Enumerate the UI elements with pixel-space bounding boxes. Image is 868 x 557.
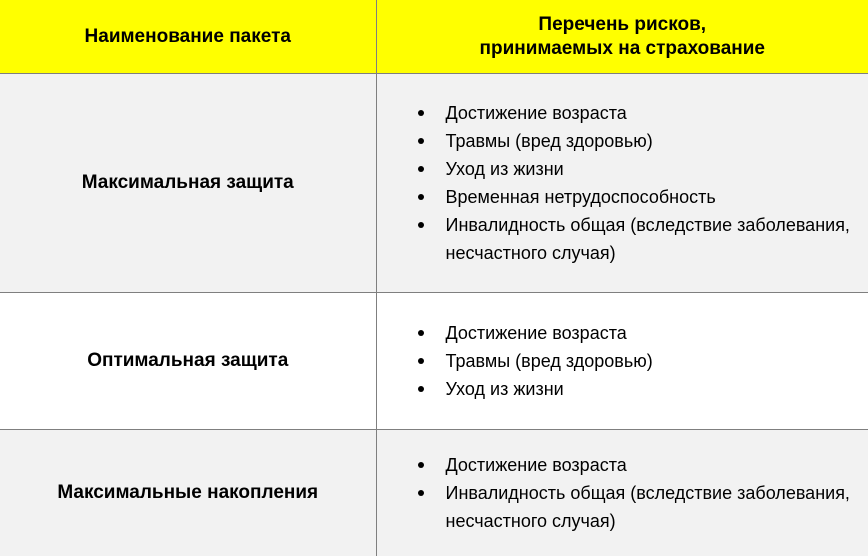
risk-list xyxy=(377,451,868,535)
package-name-header xyxy=(0,0,376,74)
risk-list xyxy=(377,99,868,267)
table-row xyxy=(0,293,868,430)
risk-list xyxy=(377,319,868,403)
risk-item: Временная нетрудоспособность xyxy=(446,183,868,211)
package-name: Максимальная защита xyxy=(81,172,294,193)
package-name-cell xyxy=(0,74,376,293)
risk-item: Достижение возраста xyxy=(446,319,868,347)
table-row xyxy=(0,74,868,293)
header-row xyxy=(0,0,868,74)
package-name: Оптимальная защита xyxy=(87,350,289,371)
package-name: Максимальные накопления xyxy=(57,482,319,503)
risks-header-line-1: Перечень рисков, xyxy=(538,14,707,35)
risk-item: Инвалидность общая (вследствие заболевания, несчастного случая) xyxy=(446,479,868,535)
risks-header-line-2: принимаемых на страхование xyxy=(479,38,766,59)
risks-cell xyxy=(376,74,868,293)
risk-item: Достижение возраста xyxy=(446,451,868,479)
risk-item: Травмы (вред здоровью) xyxy=(446,127,868,155)
risks-cell xyxy=(376,293,868,430)
table-row xyxy=(0,430,868,557)
risks-cell xyxy=(376,430,868,557)
risk-item: Уход из жизни xyxy=(446,375,868,403)
risk-item: Травмы (вред здоровью) xyxy=(446,347,868,375)
risk-item: Достижение возраста xyxy=(446,99,868,127)
package-name-header-label: Наименование пакета xyxy=(84,25,291,47)
package-name-cell xyxy=(0,430,376,557)
risk-item: Инвалидность общая (вследствие заболевания, несчастного случая) xyxy=(446,211,868,267)
risk-item: Уход из жизни xyxy=(446,155,868,183)
package-name-cell xyxy=(0,293,376,430)
risks-header xyxy=(376,0,868,74)
